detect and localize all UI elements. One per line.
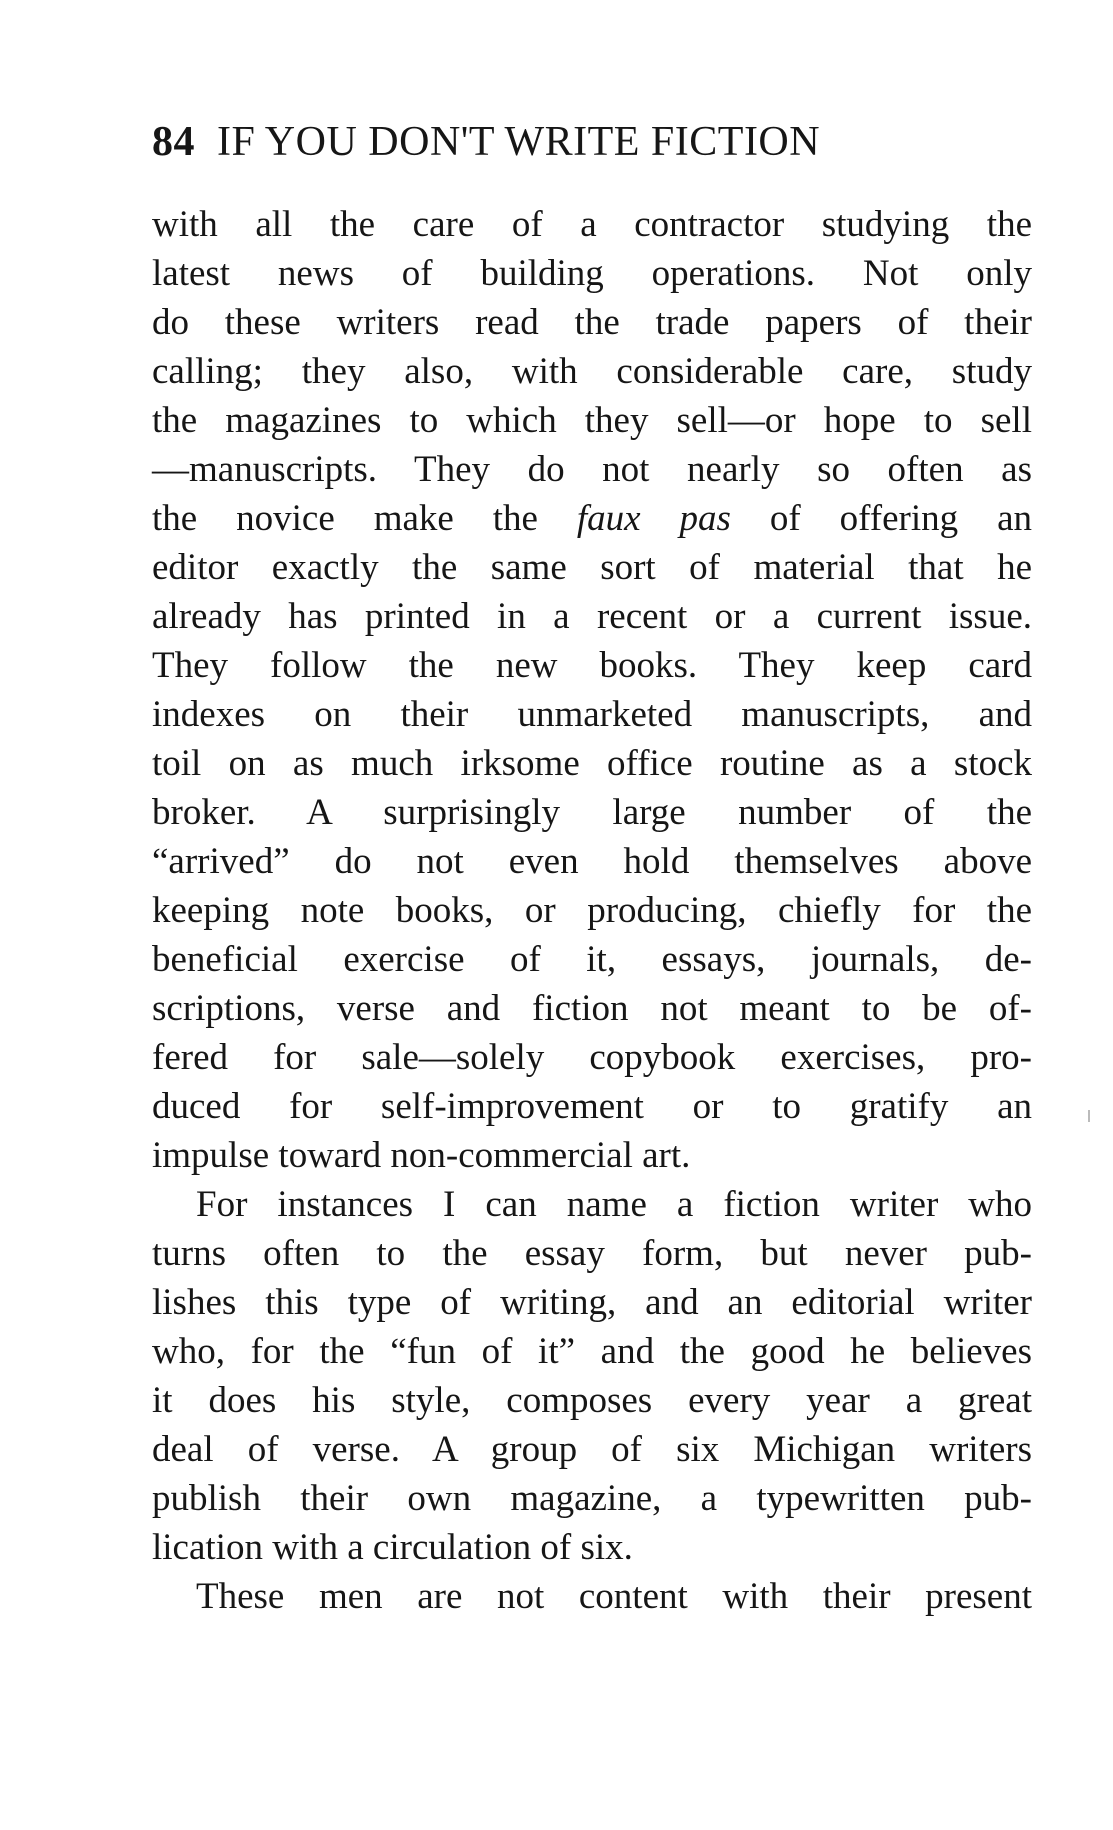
paragraph-start-line: For instances I can name a fiction writer who xyxy=(196,1184,1032,1225)
paragraph-end-line: impulse toward non-commercial art. xyxy=(152,1135,691,1176)
running-title: IF YOU DON'T WRITE FICTION xyxy=(217,119,821,165)
paragraph-start-line: These men are not content with their present xyxy=(196,1576,1032,1617)
body-text xyxy=(152,200,1032,1621)
text-line: the magazines to which they sell—or hope to sell xyxy=(152,400,1032,441)
text-run: of offering an xyxy=(730,498,1033,539)
page-number: 84 xyxy=(152,119,195,165)
text-line: scriptions, verse and fiction not meant to be of- xyxy=(152,988,1032,1029)
text-line: turns often to the essay form, but never pub- xyxy=(152,1233,1032,1274)
text-line: with all the care of a contractor studying the xyxy=(152,204,1032,245)
text-line xyxy=(152,494,1032,543)
text-line: who, for the “fun of it” and the good he believes xyxy=(152,1331,1032,1372)
text-line: deal of verse. A group of six Michigan writers xyxy=(152,1429,1032,1470)
text-line: keeping note books, or producing, chiefly for the xyxy=(152,890,1032,931)
text-line: editor exactly the same sort of material that he xyxy=(152,547,1032,588)
text-line: They follow the new books. They keep card xyxy=(152,645,1032,686)
text-line: —manuscripts. They do not nearly so often as xyxy=(152,449,1032,490)
running-header xyxy=(152,112,1032,172)
text-line: do these writers read the trade papers of their xyxy=(152,302,1032,343)
text-line: “arrived” do not even hold themselves above xyxy=(152,841,1032,882)
text-line: calling; they also, with considerable care, study xyxy=(152,351,1032,392)
margin-mark xyxy=(1088,1110,1090,1122)
text-line: it does his style, composes every year a great xyxy=(152,1380,1032,1421)
italic-phrase: faux pas xyxy=(576,498,731,539)
text-line: duced for self-improvement or to gratify an xyxy=(152,1086,1032,1127)
text-line: toil on as much irksome office routine as a stock xyxy=(152,743,1032,784)
text-line: already has printed in a recent or a current issue. xyxy=(152,596,1032,637)
text-line: fered for sale—solely copybook exercises, pro- xyxy=(152,1037,1032,1078)
text-line: indexes on their unmarketed manuscripts, and xyxy=(152,694,1032,735)
text-run: the novice make the xyxy=(152,498,577,539)
text-line: publish their own magazine, a typewritten pub- xyxy=(152,1478,1032,1519)
paragraph-end-line: lication with a circulation of six. xyxy=(152,1527,633,1568)
text-line: latest news of building operations. Not only xyxy=(152,253,1032,294)
text-line: lishes this type of writing, and an editorial writer xyxy=(152,1282,1032,1323)
text-line: broker. A surprisingly large number of the xyxy=(152,792,1032,833)
text-line: beneficial exercise of it, essays, journals, de- xyxy=(152,939,1032,980)
